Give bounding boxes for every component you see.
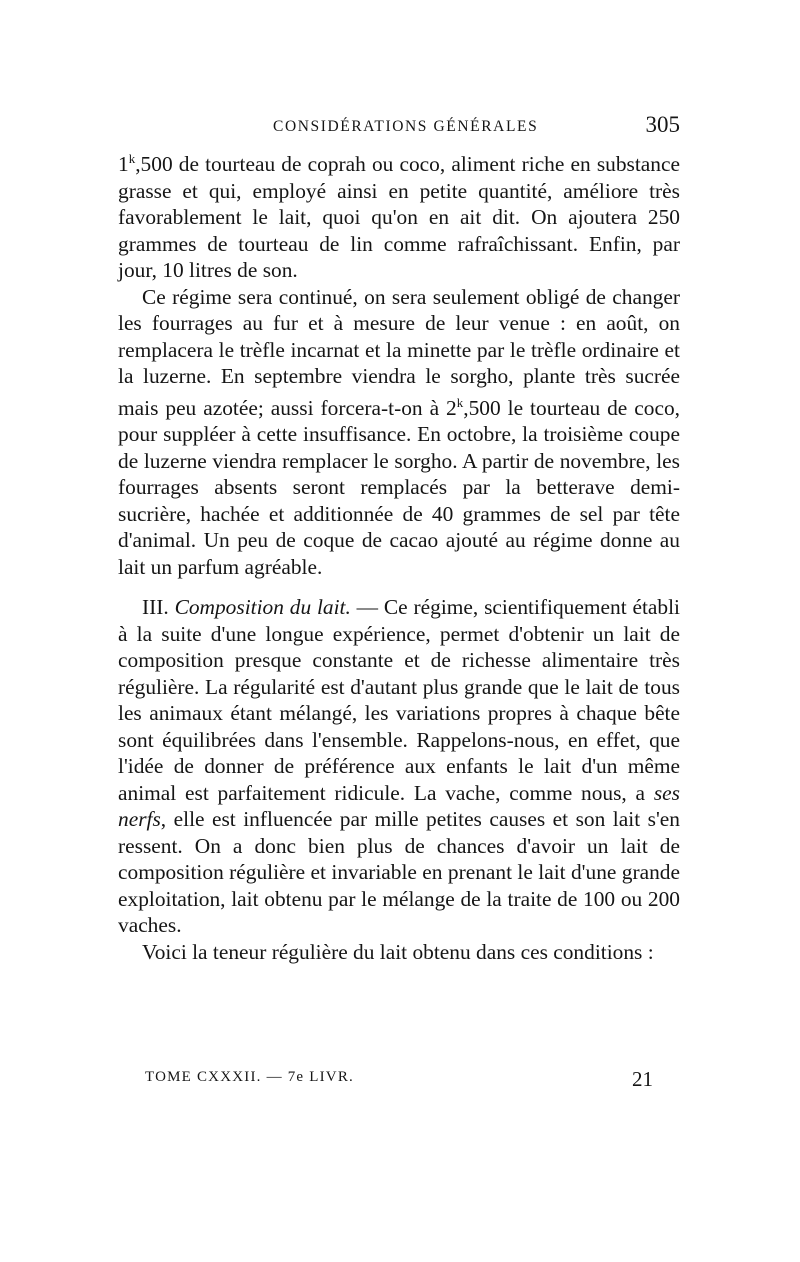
paragraph-3-text-b: , elle est influencée par mille petites causes et son lait s'en ressent. On a donc bien plus de chances d'avoir un lait de composition régulière et invariable en prenant le lait d'une grande exploitation, lait obtenu par le mélange de la traite de 100 ou 200 vaches. bbox=[118, 807, 680, 938]
running-head bbox=[118, 112, 680, 142]
unit-superscript: k bbox=[456, 394, 464, 410]
paragraph-1-start: 1 bbox=[118, 152, 129, 177]
signature-mark: TOME CXXXII. — 7e LIVR. bbox=[145, 1069, 354, 1085]
footer bbox=[145, 1067, 653, 1093]
paragraph-3-text-a: — Ce régime, scientifiquement établi à la suite d'une longue expérience, permet d'obtenir un lait de composition presque constante et de richesse alimentaire très régulière. La régularité est d'autant plus grande que le lait de tous les animaux étant mélangé, les variations propres à chaque bête sont équilibrées dans l'ensemble. Rappelons-nous, en effet, que l'idée de donner de préférence aux enfants le lait d'un même animal est parfaitement ridicule. La vache, comme nous, a bbox=[118, 595, 680, 805]
paragraph-2-text-b: ,500 le tourteau de coco, pour suppléer à cette insuffisance. En octobre, la troisième coupe de luzerne viendra remplacer le sorgho. A partir de novembre, les fourrages absents seront remplacés par la betterave demi-sucrière, hachée et additionnée de 40 grammes de sel par tête d'animal. Un peu de coque de cacao ajouté au régime donne au lait un parfum agréable. bbox=[118, 395, 680, 579]
unit-superscript: k bbox=[128, 151, 136, 166]
body-text bbox=[118, 146, 680, 965]
page-number: 305 bbox=[645, 112, 680, 137]
running-title: CONSIDÉRATIONS GÉNÉRALES bbox=[273, 118, 539, 135]
paragraph-2-text-a: Ce régime sera continué, on sera seulement obligé de changer les fourrages au fur et à mesure de leur venue : en août, on remplacera le trèfle incarnat et la minette par le trèfle ordinaire et la luzerne. En septembre viendra le sorgho, plante très sucrée mais peu azotée; aussi forcera-t-on à 2 bbox=[118, 284, 680, 420]
paragraph-1-text: ,500 de tourteau de coprah ou coco, aliment riche en substance grasse et qui, employé ainsi en petite quantité, améliore très favorablement le lait, quoi qu'on en ait dit. On ajoutera 250 grammes de tourteau de lin comme rafraîchissant. Enfin, par jour, 10 litres de son. bbox=[118, 152, 680, 283]
paragraph-1 bbox=[118, 146, 680, 284]
paragraph-3 bbox=[118, 594, 680, 939]
paragraph-2 bbox=[118, 284, 680, 581]
italic-phrase: ses nerfs bbox=[118, 780, 680, 832]
sheet-number: 21 bbox=[632, 1067, 653, 1091]
paragraph-4: Voici la teneur régulière du lait obtenu dans ces conditions : bbox=[142, 939, 654, 964]
section-title: Composition du lait. bbox=[174, 595, 351, 620]
section-number: III. bbox=[142, 595, 175, 620]
